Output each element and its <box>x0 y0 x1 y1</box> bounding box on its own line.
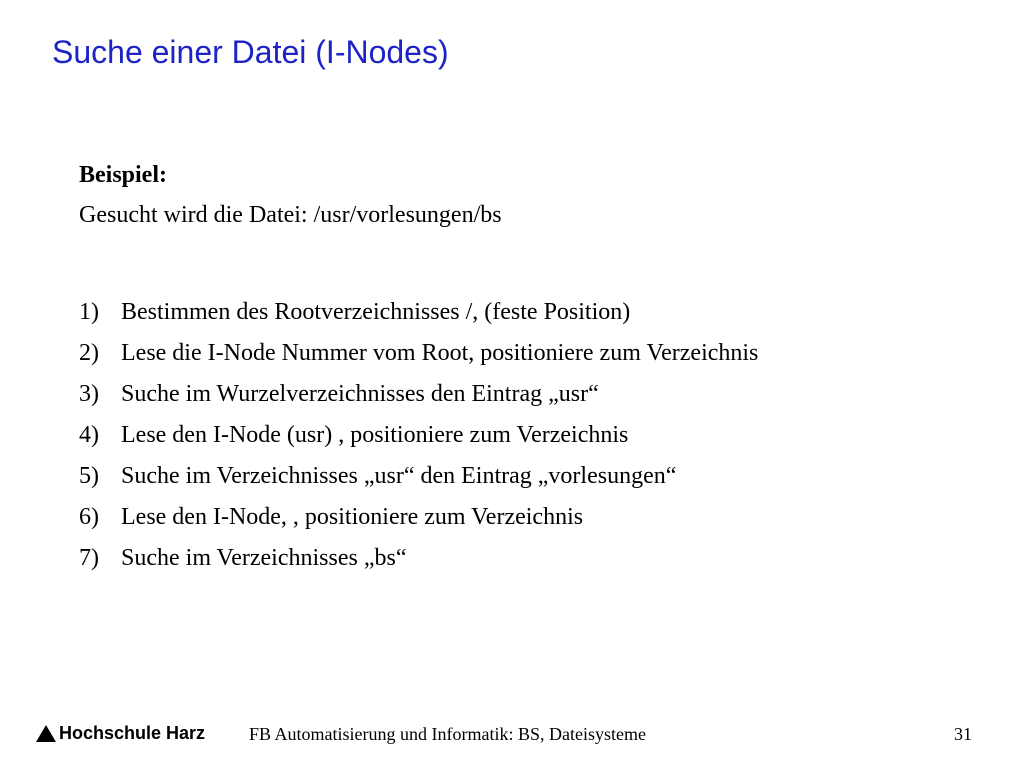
step-text: Bestimmen des Rootverzeichnisses /, (feste Position) <box>121 299 631 325</box>
slide-footer <box>0 720 1024 750</box>
step-text: Lese den I-Node (usr) , positioniere zum Verzeichnis <box>121 422 629 448</box>
example-heading: Beispiel: <box>79 162 167 188</box>
example-intro: Gesucht wird die Datei: /usr/vorlesungen/bs <box>79 202 502 228</box>
step-number: 6) <box>79 504 99 530</box>
list-item <box>79 538 979 579</box>
step-number: 4) <box>79 422 99 448</box>
list-item <box>79 374 979 415</box>
step-text: Lese die I-Node Nummer vom Root, positioniere zum Verzeichnis <box>121 340 759 366</box>
step-text: Suche im Wurzelverzeichnisses den Eintrag „usr“ <box>121 381 599 407</box>
triangle-logo-icon <box>36 725 56 742</box>
list-item <box>79 292 979 333</box>
footer-course-text: FB Automatisierung und Informatik: BS, Dateisysteme <box>249 724 646 744</box>
step-number: 7) <box>79 545 99 571</box>
step-text: Lese den I-Node, , positioniere zum Verzeichnis <box>121 504 584 530</box>
logo-text: Hochschule Harz <box>59 723 206 743</box>
slide-content <box>79 155 979 579</box>
step-number: 1) <box>79 299 99 325</box>
step-number: 3) <box>79 381 99 407</box>
steps-list <box>79 292 979 579</box>
step-number: 5) <box>79 463 99 489</box>
list-item <box>79 415 979 456</box>
step-text: Suche im Verzeichnisses „bs“ <box>121 545 407 571</box>
list-item <box>79 497 979 538</box>
university-logo <box>36 723 205 744</box>
list-item <box>79 456 979 497</box>
step-text: Suche im Verzeichnisses „usr“ den Eintrag „vorlesungen“ <box>121 463 677 489</box>
step-number: 2) <box>79 340 99 366</box>
slide-title: Suche einer Datei (I-Nodes) <box>52 34 449 70</box>
list-item <box>79 333 979 374</box>
page-number: 31 <box>954 724 972 744</box>
